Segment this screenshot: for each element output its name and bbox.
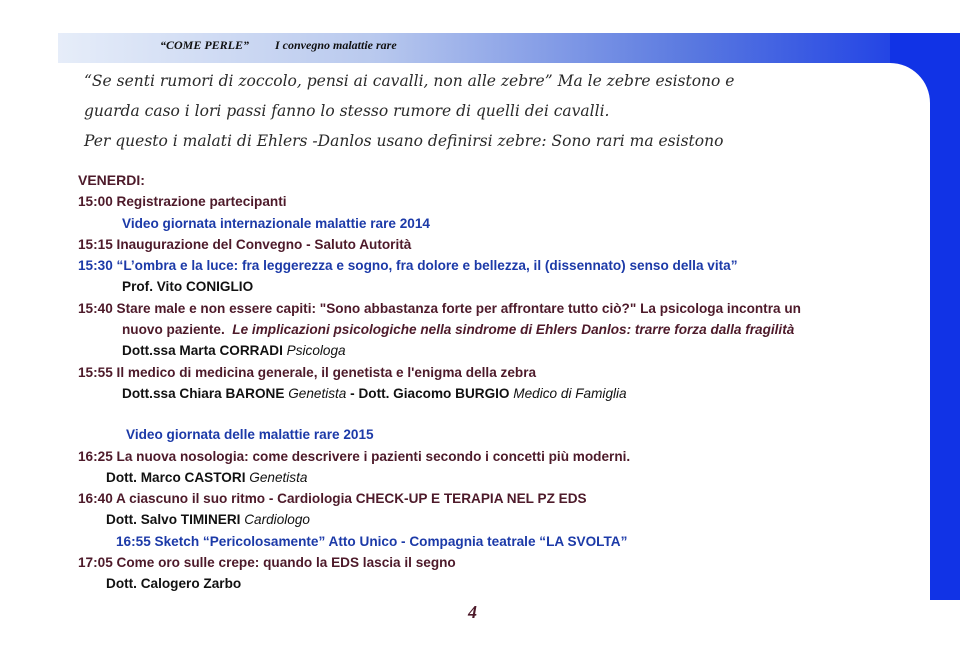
- speaker-role: Cardiologo: [244, 512, 310, 528]
- header-series: “COME PERLE”: [160, 38, 250, 52]
- video-item: Video giornata delle malattie rare 2015: [126, 427, 374, 443]
- quote-line: “Se senti rumori di zoccolo, pensi ai cavalli, non alle zebre” Ma le zebre esistono e: [84, 72, 735, 90]
- schedule-item: 16:55 Sketch “Pericolosamente” Atto Unico - Compagnia teatrale “LA SVOLTA”: [116, 533, 628, 549]
- speaker: Prof. Vito CONIGLIO: [122, 279, 254, 295]
- speaker-role: Medico di Famiglia: [513, 385, 627, 401]
- schedule-item: 15:55 Il medico di medicina generale, il genetista e l'enigma della zebra: [78, 364, 537, 380]
- spacer: [78, 404, 918, 424]
- schedule-item: 15:15 Inaugurazione del Convegno - Saluto Autorità: [78, 236, 412, 252]
- day-heading: VENERDI:: [78, 172, 145, 188]
- schedule-item: 16:25 La nuova nosologia: come descrivere i pazienti secondo i concetti più moderni.: [78, 448, 631, 464]
- speaker-name: Dott. Marco CASTORI: [106, 469, 246, 485]
- speaker: [78, 509, 918, 530]
- page-number: 4: [468, 602, 477, 622]
- schedule-item: 17:05 Come oro sulle crepe: quando la EDS lascia il segno: [78, 555, 456, 571]
- schedule-item: 15:40 Stare male e non essere capiti: "Sono abbastanza forte per affrontare tutto ciò?" La psicologa incontra un: [78, 300, 801, 316]
- speaker-name: Dott. Salvo TIMINERI: [106, 512, 241, 528]
- speaker: [78, 383, 918, 404]
- speaker-role: Psicologa: [286, 343, 346, 359]
- header-event: I convegno malattie rare: [275, 38, 397, 52]
- schedule-item-cont: [78, 319, 918, 340]
- program-schedule: [78, 170, 918, 595]
- intro-quote: [84, 66, 904, 156]
- speaker-name: - Dott. Giacomo BURGIO: [346, 385, 510, 401]
- video-item: Video giornata internazionale malattie rare 2014: [122, 215, 430, 231]
- schedule-item: 15:00 Registrazione partecipanti: [78, 194, 287, 210]
- speaker: [78, 340, 918, 361]
- speaker: [78, 467, 918, 488]
- schedule-item: 15:30 “L’ombra e la luce: fra leggerezza e sogno, fra dolore e bellezza, il (dissennato) senso della vita”: [78, 258, 738, 274]
- quote-line: guarda caso i lori passi fanno lo stesso rumore di quelli dei cavalli.: [84, 102, 610, 120]
- speaker-name: Dott.ssa Chiara BARONE: [122, 385, 285, 401]
- speaker-name: Dott.ssa Marta CORRADI: [122, 343, 283, 359]
- speaker-role: Genetista: [288, 385, 347, 401]
- speaker: Dott. Calogero Zarbo: [106, 576, 242, 592]
- schedule-item: 16:40 A ciascuno il suo ritmo - Cardiologia CHECK-UP E TERAPIA NEL PZ EDS: [78, 491, 587, 507]
- speaker-role: Genetista: [249, 469, 308, 485]
- talk-subtitle: Le implicazioni psicologiche nella sindrome di Ehlers Danlos: trarre forza dalla fragilità: [232, 322, 795, 338]
- frame-right-border: [930, 110, 960, 600]
- header-title: [160, 38, 397, 53]
- quote-line: Per questo i malati di Ehlers -Danlos usano definirsi zebre: Sono rari ma esistono: [84, 132, 724, 150]
- text: nuovo paziente.: [122, 322, 225, 338]
